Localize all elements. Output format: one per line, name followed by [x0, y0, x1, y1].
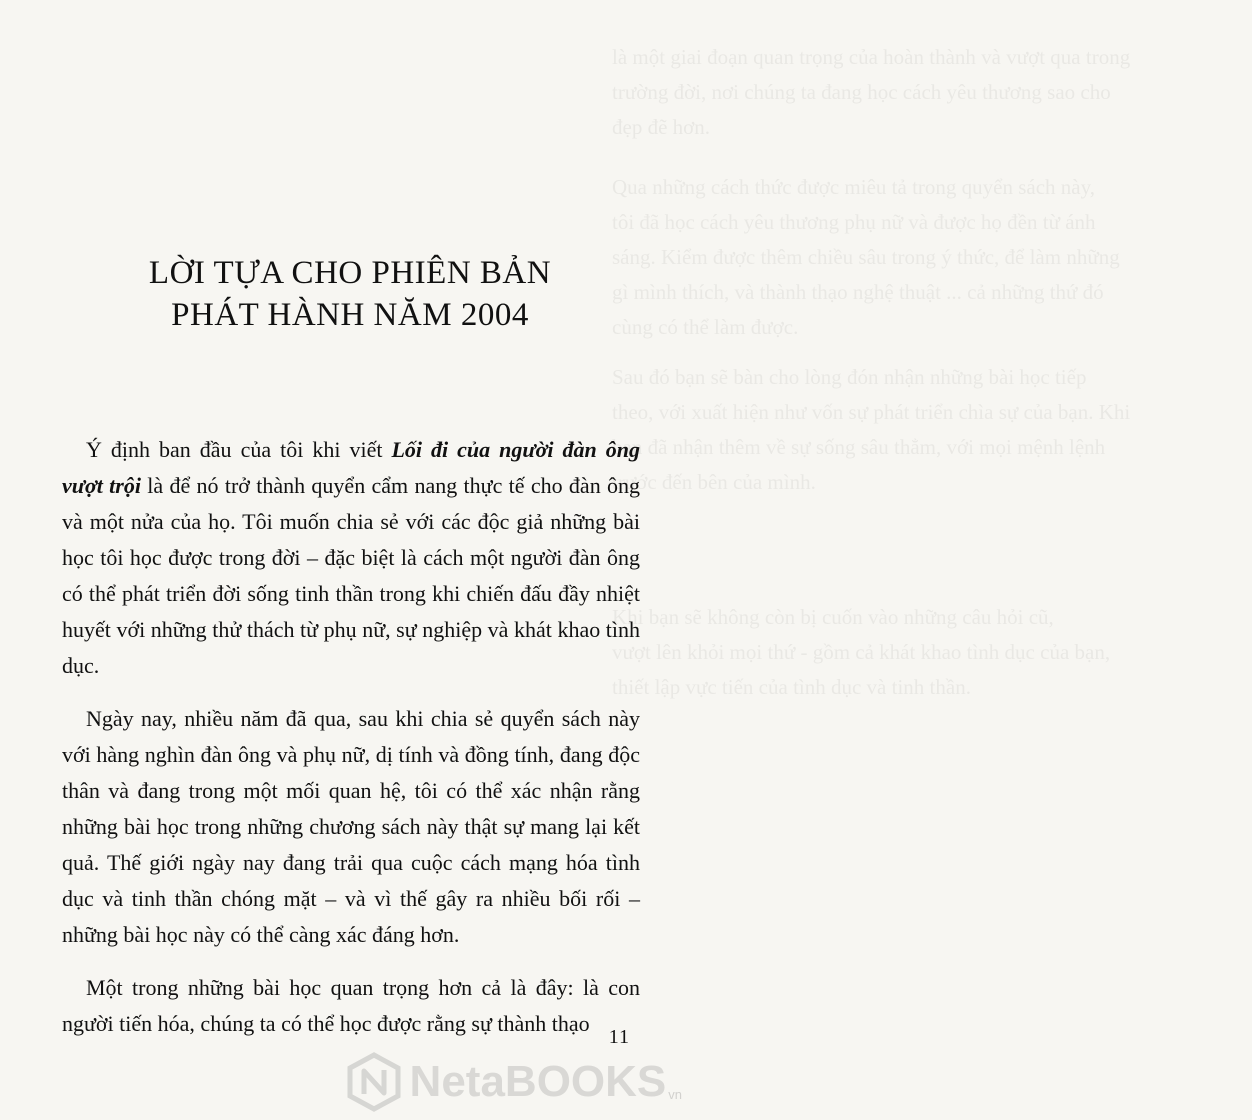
- watermark-brand: NetaBOOKS: [409, 1057, 667, 1106]
- bleed-line: cùng có thể làm được.: [612, 315, 799, 339]
- bleed-line: thiết lập vực tiến của tình dục và tinh thần.: [612, 675, 971, 699]
- paragraph-1: [62, 432, 640, 684]
- hexagon-n-logo-icon: [346, 1052, 402, 1112]
- chapter-title: [0, 252, 700, 336]
- watermark-suffix: vn: [668, 1087, 682, 1102]
- bleed-line: Khi bạn sẽ không còn bị cuốn vào những câu hỏi cũ,: [612, 605, 1054, 629]
- bleed-line: sáng. Kiểm được thêm chiều sâu trong ý thức, để làm những: [612, 245, 1120, 269]
- paragraph-1-intro: Ý định ban đầu của tôi khi viết: [86, 437, 392, 462]
- paragraph-1-rest: là để nó trở thành quyển cẩm nang thực tế cho đàn ông và một nửa của họ. Tôi muốn chia sẻ với các độc giả những bài học tôi học được trong đời – đặc biệt là cách một người đàn ông có thể phát triển đời sống tinh thần trong khi chiến đấu đầy nhiệt huyết với những thử thách từ phụ nữ, sự nghiệp và khát khao tình dục.: [62, 473, 640, 678]
- paragraph-3: Một trong những bài học quan trọng hơn cả là đây: là con người tiến hóa, chúng ta có thể học được rằng sự thành thạo: [62, 975, 640, 1036]
- bleed-line: Qua những cách thức được miêu tả trong quyển sách này,: [612, 175, 1095, 199]
- bleed-line: theo, với xuất hiện như vốn sự phát triển chìa sự của bạn. Khi: [612, 400, 1131, 424]
- bleed-line: là một giai đoạn quan trọng của hoàn thành và vượt qua trong: [612, 45, 1131, 69]
- bleed-line: trường đời, nơi chúng ta đang học cách yêu thương sao cho: [612, 80, 1111, 104]
- page-number: 11: [608, 1026, 630, 1048]
- book-title: Lối đi của người đàn ông vượt trội: [62, 437, 641, 498]
- chapter-title-line-1: LỜI TỰA CHO PHIÊN BẢN: [148, 255, 552, 291]
- bleed-line: đẹp đẽ hơn.: [612, 115, 710, 139]
- paragraph-2: Ngày nay, nhiều năm đã qua, sau khi chia sẻ quyển sách này với hàng nghìn đàn ông và phụ nữ, dị tính và đồng tính, đang độc thân và đang trong một mối quan hệ, tôi có thể xác nhận rằng những bài học trong những chương sách này thật sự mang lại kết quả. Thế giới ngày nay đang trải qua cuộc cách mạng hóa tình dục và tinh thần chóng mặt – và vì thế gây ra nhiều bối rối – những bài học này có thể càng xác đáng hơn.: [62, 706, 640, 947]
- bleed-line: trước đến bên của mình.: [612, 470, 816, 494]
- bleed-line: tôi đã học cách yêu thương phụ nữ và được họ đền từ ánh: [612, 210, 1096, 234]
- bleed-line: Sau đó bạn sẽ bàn cho lòng đón nhận những bài học tiếp: [612, 365, 1087, 389]
- bleed-line: gì mình thích, và thành thạo nghệ thuật ... cả những thứ đó: [612, 280, 1104, 304]
- body-text: [62, 432, 640, 1059]
- chapter-title-line-2: PHÁT HÀNH NĂM 2004: [171, 297, 529, 333]
- netabooks-watermark: [346, 1052, 682, 1112]
- bleed-line: vượt lên khỏi mọi thứ - gồm cả khát khao tình dục của bạn,: [612, 640, 1111, 664]
- bleed-line: bạn đã nhận thêm về sự sống sâu thẳm, với mọi mệnh lệnh: [612, 435, 1106, 459]
